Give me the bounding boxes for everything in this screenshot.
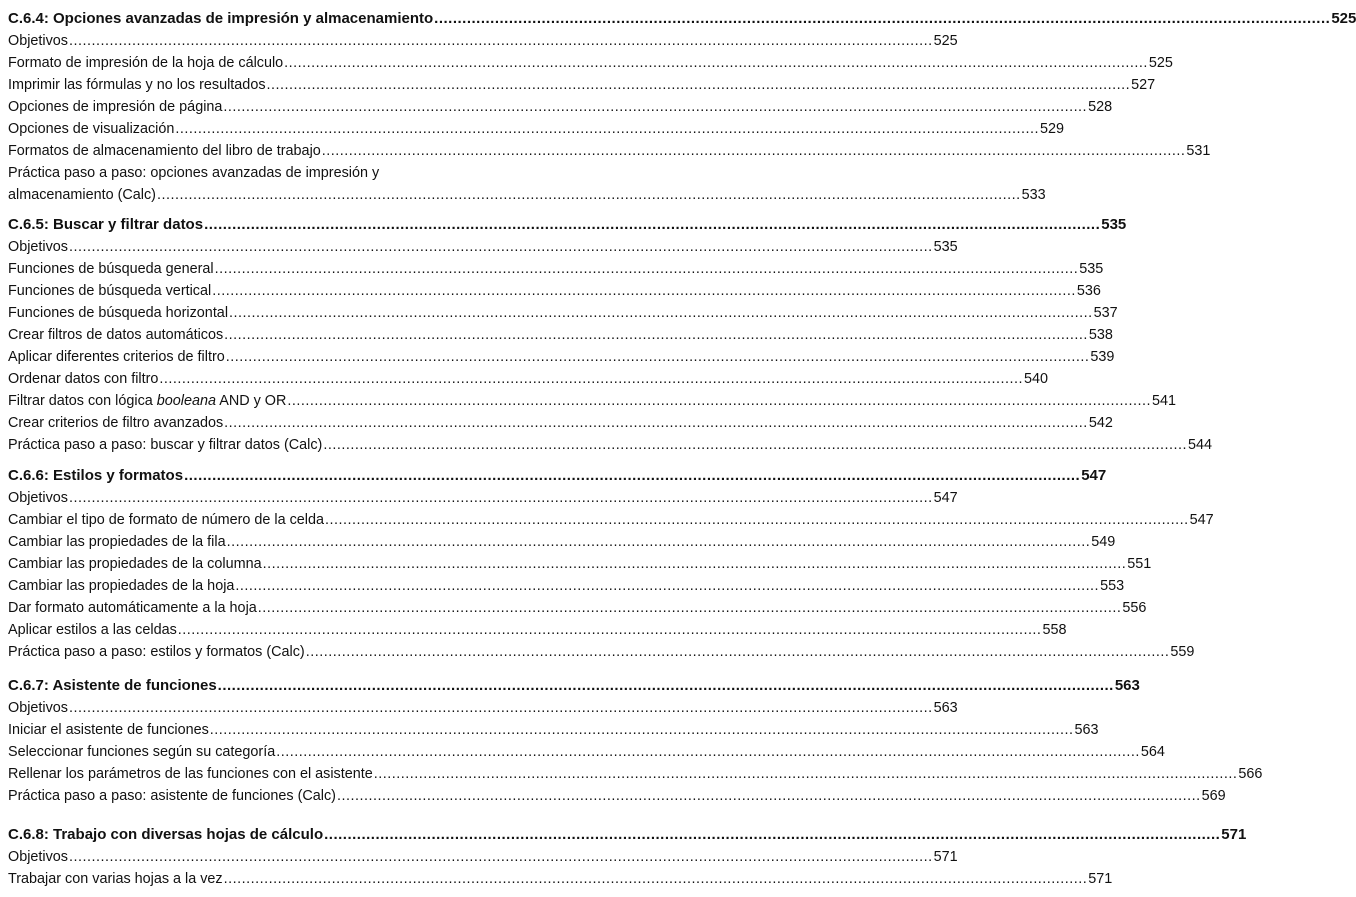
toc-entry xyxy=(8,868,1113,890)
dot-leader xyxy=(224,324,1088,346)
entry-page: 549 xyxy=(1091,534,1116,550)
dot-leader xyxy=(159,368,1023,390)
entry-text: Opciones de impresión de página xyxy=(8,99,223,115)
toc-entry xyxy=(8,412,1113,434)
toc-entry xyxy=(8,697,958,719)
entry-page: 537 xyxy=(1093,305,1118,321)
dot-leader xyxy=(204,214,1100,236)
dot-leader xyxy=(276,741,1140,763)
entry-text-pre: Filtrar datos con lógica xyxy=(8,393,157,409)
entry-text: Objetivos xyxy=(8,490,68,506)
entry-page: 540 xyxy=(1024,371,1049,387)
toc-entry xyxy=(8,184,1046,206)
entry-page: 558 xyxy=(1042,622,1067,638)
toc-section-c67 xyxy=(8,675,1263,807)
entry-page: 538 xyxy=(1088,327,1113,343)
entry-text: Práctica paso a paso: estilos y formatos (Calc) xyxy=(8,644,305,660)
dot-leader xyxy=(374,763,1238,785)
entry-text: Trabajar con varias hojas a la vez xyxy=(8,871,223,887)
entry-page: 542 xyxy=(1088,415,1113,431)
dot-leader xyxy=(69,30,933,52)
entry-text: Aplicar diferentes criterios de filtro xyxy=(8,349,225,365)
entry-text: Objetivos xyxy=(8,700,68,716)
entry-page: 559 xyxy=(1170,644,1195,660)
toc-entry xyxy=(8,741,1165,763)
dot-leader xyxy=(178,619,1042,641)
toc-entry xyxy=(8,280,1101,302)
section-page: 535 xyxy=(1101,216,1127,233)
toc-entry xyxy=(8,52,1173,74)
entry-page: 533 xyxy=(1021,187,1046,203)
entry-text: Imprimir las fórmulas y no los resultados xyxy=(8,77,266,93)
toc-entry xyxy=(8,346,1115,368)
dot-leader xyxy=(184,465,1080,487)
toc-entry-line1 xyxy=(8,162,588,184)
toc-entry xyxy=(8,785,1226,807)
dot-leader xyxy=(212,280,1076,302)
entry-text: Formato de impresión de la hoja de cálculo xyxy=(8,55,284,71)
toc-entry xyxy=(8,597,1147,619)
toc-entry xyxy=(8,74,1156,96)
section-heading xyxy=(8,8,1356,30)
dot-leader xyxy=(322,140,1186,162)
entry-text: Formatos de almacenamiento del libro de trabajo xyxy=(8,143,321,159)
entry-page: 536 xyxy=(1076,283,1101,299)
dot-leader xyxy=(215,258,1079,280)
entry-page: 564 xyxy=(1140,744,1165,760)
entry-text: Funciones de búsqueda horizontal xyxy=(8,305,229,321)
dot-leader xyxy=(287,390,1151,412)
dot-leader xyxy=(69,236,933,258)
dot-leader xyxy=(175,118,1039,140)
toc-entry xyxy=(8,30,958,52)
entry-text: Cambiar el tipo de formato de número de la celda xyxy=(8,512,324,528)
dot-leader xyxy=(284,52,1148,74)
section-title: C.6.6: Estilos y formatos xyxy=(8,467,184,484)
dot-leader xyxy=(210,719,1074,741)
entry-page: 525 xyxy=(1148,55,1173,71)
toc-entry xyxy=(8,236,958,258)
toc-entry xyxy=(8,434,1212,456)
toc-entry xyxy=(8,553,1152,575)
entry-page: 566 xyxy=(1238,766,1263,782)
entry-page: 547 xyxy=(1189,512,1214,528)
entry-text-post: AND y OR xyxy=(216,393,287,409)
entry-text: Práctica paso a paso: buscar y filtrar datos (Calc) xyxy=(8,437,323,453)
section-title: C.6.5: Buscar y filtrar datos xyxy=(8,216,204,233)
entry-page: 556 xyxy=(1122,600,1147,616)
entry-text: Funciones de búsqueda general xyxy=(8,261,214,277)
dot-leader xyxy=(224,412,1088,434)
dot-leader xyxy=(324,824,1220,846)
section-heading xyxy=(8,214,1127,236)
entry-page: 525 xyxy=(933,33,958,49)
entry-page: 553 xyxy=(1100,578,1125,594)
entry-page: 563 xyxy=(933,700,958,716)
toc-entry xyxy=(8,509,1214,531)
dot-leader xyxy=(434,8,1330,30)
section-heading xyxy=(8,465,1107,487)
section-title: C.6.8: Trabajo con diversas hojas de cálculo xyxy=(8,826,324,843)
entry-page: 571 xyxy=(1088,871,1113,887)
entry-page: 571 xyxy=(933,849,958,865)
entry-text: Práctica paso a paso: asistente de funciones (Calc) xyxy=(8,788,336,804)
toc-entry xyxy=(8,140,1211,162)
dot-leader xyxy=(263,553,1127,575)
toc-entry xyxy=(8,575,1125,597)
dot-leader xyxy=(227,531,1091,553)
toc-section-c64 xyxy=(8,8,1356,206)
dot-leader xyxy=(258,597,1122,619)
toc-section-c68 xyxy=(8,824,1247,890)
entry-text: Cambiar las propiedades de la columna xyxy=(8,556,262,572)
entry-text: Funciones de búsqueda vertical xyxy=(8,283,212,299)
toc-section-c66 xyxy=(8,465,1214,663)
toc-entry xyxy=(8,118,1065,140)
entry-text: Objetivos xyxy=(8,33,68,49)
entry-text: Cambiar las propiedades de la fila xyxy=(8,534,226,550)
entry-text: Crear criterios de filtro avanzados xyxy=(8,415,224,431)
entry-page: 527 xyxy=(1131,77,1156,93)
dot-leader xyxy=(69,487,933,509)
entry-page: 531 xyxy=(1186,143,1211,159)
toc-entry xyxy=(8,641,1195,663)
entry-text: Objetivos xyxy=(8,849,68,865)
section-heading xyxy=(8,675,1140,697)
entry-page: 539 xyxy=(1090,349,1115,365)
section-page: 547 xyxy=(1081,467,1107,484)
toc-entry xyxy=(8,719,1099,741)
dot-leader xyxy=(323,434,1187,456)
entry-text xyxy=(8,390,286,412)
entry-text: Aplicar estilos a las celdas xyxy=(8,622,177,638)
dot-leader xyxy=(235,575,1099,597)
entry-text: Dar formato automáticamente a la hoja xyxy=(8,600,257,616)
toc-section-c65 xyxy=(8,214,1212,456)
entry-text: Crear filtros de datos automáticos xyxy=(8,327,224,343)
entry-text: Práctica paso a paso: opciones avanzadas de impresión y xyxy=(8,165,380,181)
toc-entry xyxy=(8,531,1116,553)
toc-entry xyxy=(8,258,1104,280)
dot-leader xyxy=(306,641,1170,663)
entry-text-italic: booleana xyxy=(156,393,217,409)
toc-entry xyxy=(8,324,1113,346)
section-title: C.6.7: Asistente de funciones xyxy=(8,677,217,694)
entry-page: 529 xyxy=(1040,121,1065,137)
section-title: C.6.4: Opciones avanzadas de impresión y almacenamiento xyxy=(8,10,434,27)
entry-text: Cambiar las propiedades de la hoja xyxy=(8,578,235,594)
entry-page: 547 xyxy=(933,490,958,506)
toc-entry xyxy=(8,487,958,509)
entry-page: 569 xyxy=(1201,788,1226,804)
toc-entry xyxy=(8,763,1263,785)
entry-text: Opciones de visualización xyxy=(8,121,175,137)
dot-leader xyxy=(337,785,1201,807)
entry-page: 563 xyxy=(1074,722,1099,738)
dot-leader xyxy=(223,96,1087,118)
entry-text: Ordenar datos con filtro xyxy=(8,371,159,387)
section-page: 525 xyxy=(1331,10,1356,27)
entry-page: 528 xyxy=(1088,99,1113,115)
dot-leader xyxy=(224,868,1088,890)
entry-text: Iniciar el asistente de funciones xyxy=(8,722,209,738)
entry-page: 544 xyxy=(1187,437,1212,453)
dot-leader xyxy=(69,846,933,868)
toc-entry xyxy=(8,96,1113,118)
toc-entry xyxy=(8,846,958,868)
section-page: 571 xyxy=(1221,826,1247,843)
toc-entry xyxy=(8,368,1049,390)
section-heading xyxy=(8,824,1247,846)
entry-page: 535 xyxy=(933,239,958,255)
dot-leader xyxy=(226,346,1090,368)
dot-leader xyxy=(229,302,1093,324)
entry-page: 541 xyxy=(1152,393,1177,409)
toc-entry xyxy=(8,619,1067,641)
entry-page: 551 xyxy=(1127,556,1152,572)
dot-leader xyxy=(218,675,1114,697)
entry-text: Rellenar los parámetros de las funciones con el asistente xyxy=(8,766,373,782)
dot-leader xyxy=(325,509,1189,531)
toc-entry xyxy=(8,390,1177,412)
entry-text: Seleccionar funciones según su categoría xyxy=(8,744,276,760)
entry-text: almacenamiento (Calc) xyxy=(8,187,156,203)
dot-leader xyxy=(157,184,1021,206)
dot-leader xyxy=(69,697,933,719)
entry-text: Objetivos xyxy=(8,239,68,255)
section-page: 563 xyxy=(1114,677,1140,694)
toc-entry xyxy=(8,302,1118,324)
entry-page: 535 xyxy=(1079,261,1104,277)
dot-leader xyxy=(267,74,1131,96)
